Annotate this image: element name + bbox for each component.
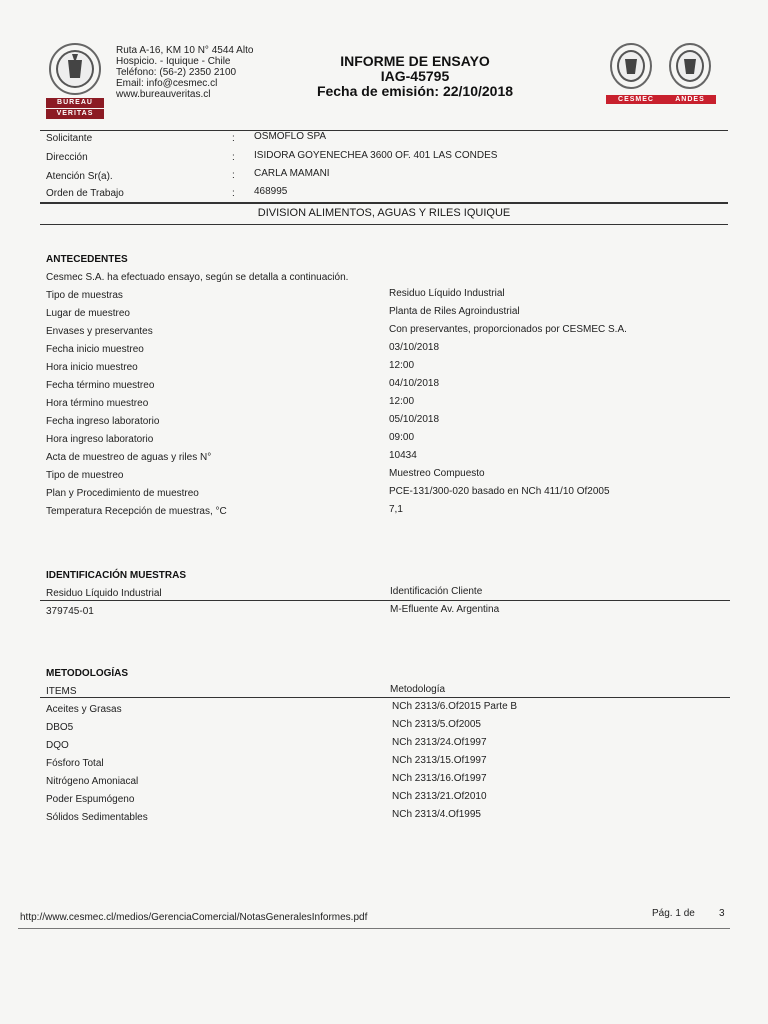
report-id: IAG-45795 xyxy=(380,68,450,84)
antecedente-label: Hora término muestreo xyxy=(46,398,149,409)
antecedente-label: Fecha término muestreo xyxy=(46,380,155,391)
antecedente-value: Planta de Riles Agroindustrial xyxy=(389,306,520,317)
address-line: Teléfono: (56-2) 2350 2100 xyxy=(116,67,237,78)
division-title: DIVISION ALIMENTOS, AGUAS Y RILES IQUIQUE xyxy=(257,207,511,219)
identificacion-rule xyxy=(40,600,730,601)
metodologia-item: DBO5 xyxy=(46,722,74,733)
address-line: Email: info@cesmec.cl xyxy=(116,78,218,89)
address-line: www.bureauveritas.cl xyxy=(116,89,211,100)
report-title: INFORME DE ENSAYO xyxy=(340,53,490,69)
metodologia-item: Nitrógeno Amoniacal xyxy=(46,776,139,787)
antecedente-label: Envases y preservantes xyxy=(46,326,153,337)
antecedente-value: 03/10/2018 xyxy=(389,342,440,353)
bv-logo-top-text: BUREAU xyxy=(57,99,93,106)
address-line: Ruta A-16, KM 10 N° 4544 Alto xyxy=(116,45,254,56)
footer-rule xyxy=(18,928,730,929)
antecedente-label: Fecha inicio muestreo xyxy=(46,344,144,355)
division-top-rule xyxy=(40,202,728,204)
antecedente-label: Hora ingreso laboratorio xyxy=(46,434,154,445)
client-sep: : xyxy=(232,170,235,181)
antecedente-value: 7,1 xyxy=(389,504,403,515)
metodologia-method: NCh 2313/16.Of1997 xyxy=(392,773,487,784)
antecedente-label: Tipo de muestras xyxy=(46,290,123,301)
address-line: Hospicio. - Iquique - Chile xyxy=(116,56,231,67)
identificacion-col2-header: Identificación Cliente xyxy=(390,586,483,597)
metodologia-item: Aceites y Grasas xyxy=(46,704,122,715)
client-label: Solicitante xyxy=(46,133,93,144)
metodologia-item: Poder Espumógeno xyxy=(46,794,135,805)
sample-client-id: M-Efluente Av. Argentina xyxy=(390,604,500,615)
client-sep: : xyxy=(232,188,235,199)
cesmec-label: CESMEC xyxy=(618,96,654,103)
metodologias-col1-header: ITEMS xyxy=(46,686,77,697)
metodologia-method: NCh 2313/5.Of2005 xyxy=(392,719,481,730)
issue-date: Fecha de emisión: 22/10/2018 xyxy=(316,83,514,99)
antecedente-value: 12:00 xyxy=(389,360,415,371)
client-value: ISIDORA GOYENECHEA 3600 OF. 401 LAS CONDES xyxy=(254,150,498,161)
antecedente-value: Muestreo Compuesto xyxy=(389,468,485,479)
metodologias-heading: METODOLOGÍAS xyxy=(46,668,129,679)
identificacion-col1-header: Residuo Líquido Industrial xyxy=(46,588,162,599)
client-label: Atención Sr(a). xyxy=(46,171,113,182)
metodologia-item: Sólidos Sedimentables xyxy=(46,812,148,823)
client-sep: : xyxy=(232,133,235,144)
antecedente-label: Fecha ingreso laboratorio xyxy=(46,416,160,427)
footer-url-link[interactable]: http://www.cesmec.cl/medios/GerenciaComercial/NotasGeneralesInformes.pdf xyxy=(20,912,368,923)
antecedente-label: Tipo de muestreo xyxy=(46,470,124,481)
client-value: CARLA MAMANI xyxy=(254,168,330,179)
metodologia-method: NCh 2313/4.Of1995 xyxy=(392,809,481,820)
andes-label: ANDES xyxy=(675,96,705,103)
bv-logo-bottom-text: VERITAS xyxy=(56,110,94,117)
antecedente-label: Hora inicio muestreo xyxy=(46,362,138,373)
address-block xyxy=(116,45,253,100)
antecedentes-intro: Cesmec S.A. ha efectuado ensayo, según se detalla a continuación. xyxy=(46,272,349,283)
antecedente-value: Con preservantes, proporcionados por CESMEC S.A. xyxy=(389,324,627,335)
antecedente-value: 10434 xyxy=(389,450,417,461)
page-label: Pág. 1 de xyxy=(652,908,695,919)
antecedente-value: 09:00 xyxy=(389,432,415,443)
antecedente-value: Residuo Líquido Industrial xyxy=(389,288,505,299)
client-label: Orden de Trabajo xyxy=(46,188,124,199)
metodologia-method: NCh 2313/15.Of1997 xyxy=(392,755,487,766)
antecedente-value: 04/10/2018 xyxy=(389,378,440,389)
sample-id: 379745-01 xyxy=(46,606,94,617)
metodologia-method: NCh 2313/21.Of2010 xyxy=(392,791,487,802)
metodologia-method: NCh 2313/6.Of2015 Parte B xyxy=(392,701,518,712)
identificacion-heading: IDENTIFICACIÓN MUESTRAS xyxy=(46,570,186,581)
client-value: 468995 xyxy=(254,186,288,197)
header-divider xyxy=(40,130,728,131)
antecedente-label: Temperatura Recepción de muestras, °C xyxy=(46,506,227,517)
client-label: Dirección xyxy=(46,152,88,163)
antecedentes-heading: ANTECEDENTES xyxy=(46,254,128,265)
metodologia-method: NCh 2313/24.Of1997 xyxy=(392,737,487,748)
client-value: OSMOFLO SPA xyxy=(254,131,327,142)
metodologia-item: DQO xyxy=(46,740,69,751)
bureau-veritas-logo xyxy=(42,42,108,122)
metodologias-rule xyxy=(40,697,730,698)
cesmec-andes-logo xyxy=(606,42,720,106)
antecedente-label: Lugar de muestreo xyxy=(46,308,130,319)
antecedente-value: PCE-131/300-020 basado en NCh 411/10 Of2005 xyxy=(389,486,610,497)
division-bottom-rule xyxy=(40,224,728,225)
antecedente-label: Acta de muestreo de aguas y riles N° xyxy=(46,452,212,463)
antecedente-label: Plan y Procedimiento de muestreo xyxy=(46,488,199,499)
client-sep: : xyxy=(232,152,235,163)
metodologias-col2-header: Metodología xyxy=(390,684,446,695)
antecedente-value: 12:00 xyxy=(389,396,415,407)
antecedente-value: 05/10/2018 xyxy=(389,414,440,425)
metodologia-item: Fósforo Total xyxy=(46,758,104,769)
page-total: 3 xyxy=(719,908,725,919)
